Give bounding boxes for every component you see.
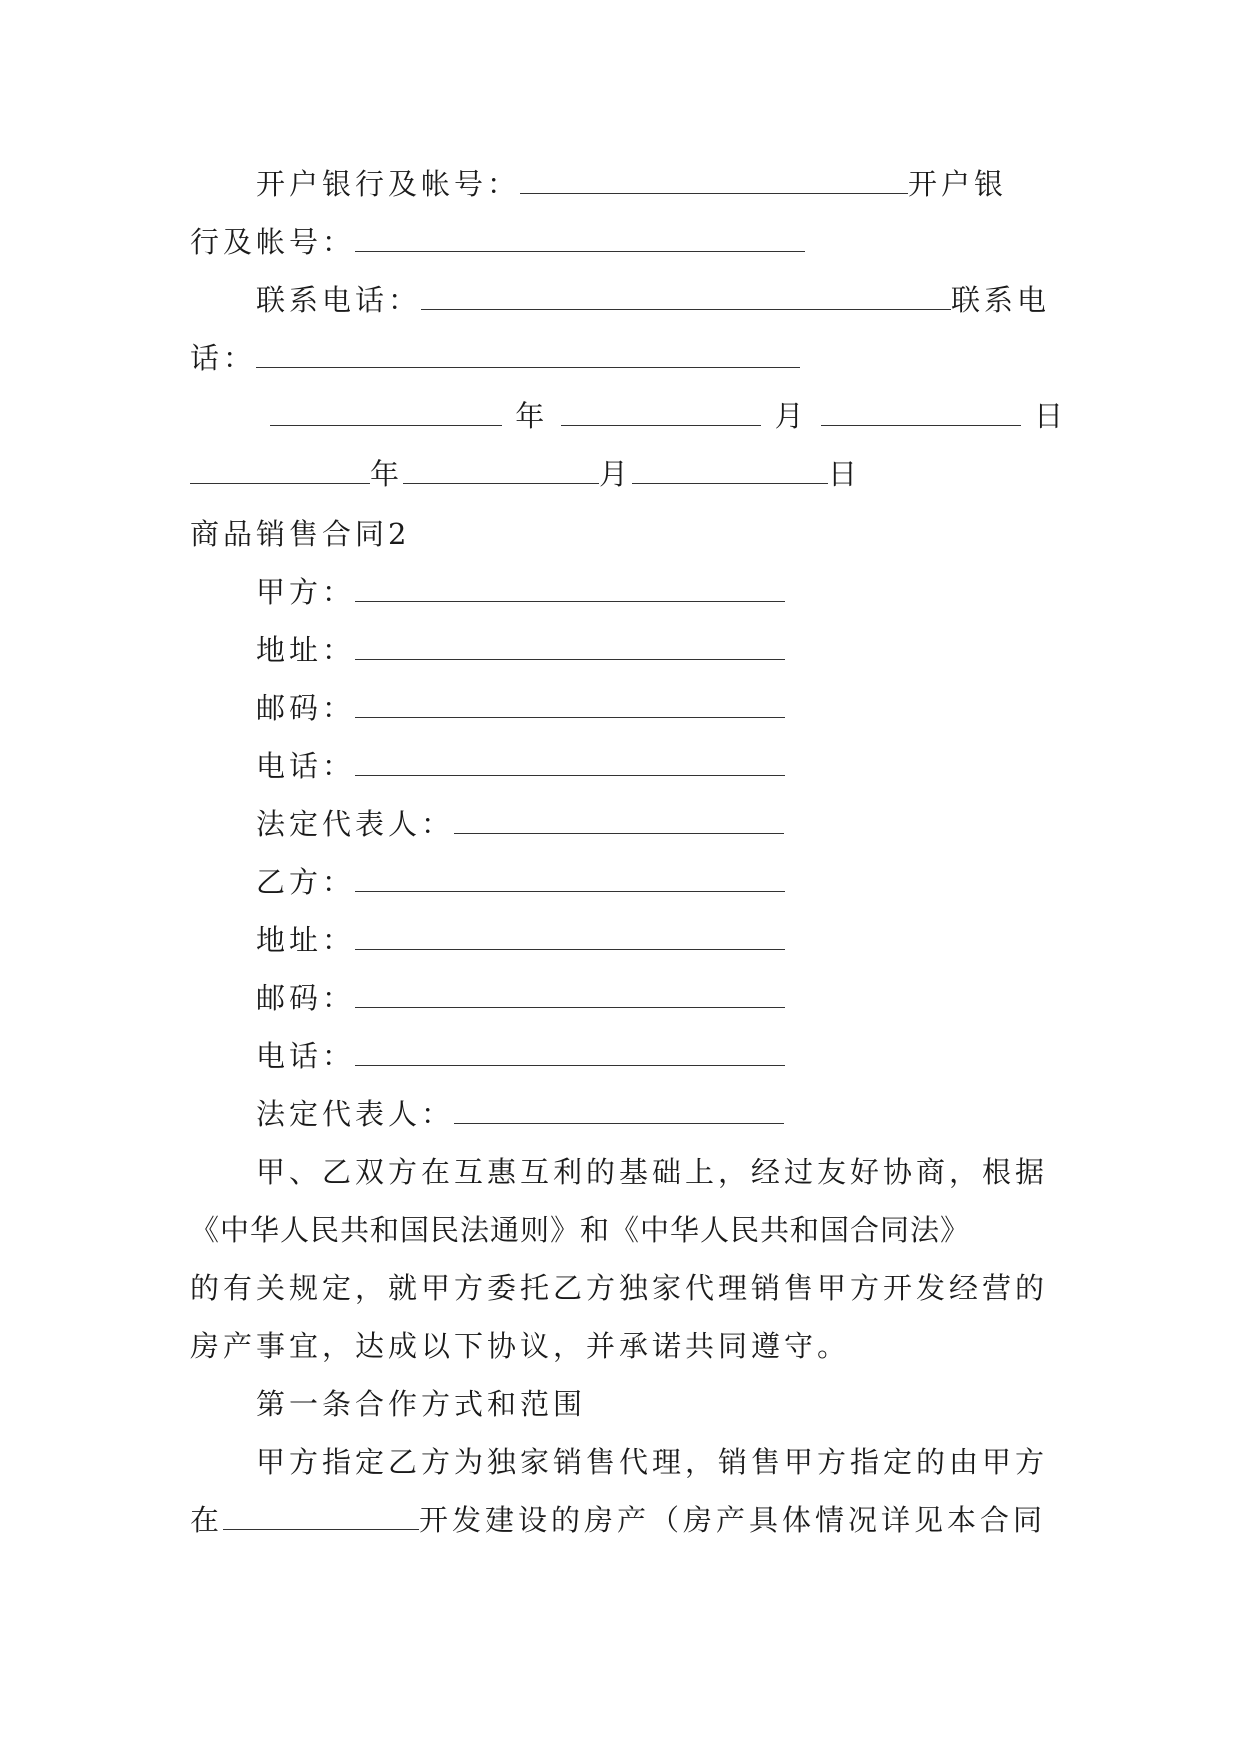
section-title: 商品销售合同2	[190, 517, 411, 551]
party-a-address-blank	[355, 634, 785, 660]
date-line-1	[190, 396, 1070, 436]
party-a-blank	[355, 576, 785, 602]
month-blank-1	[561, 400, 761, 426]
party-b-postcode-label: 邮码：	[256, 981, 356, 1015]
contact-phone-line	[190, 280, 1070, 320]
article-1-title: 第一条合作方式和范围	[256, 1387, 587, 1421]
party-b-postcode-line	[190, 978, 1070, 1018]
party-a-legal-rep-blank	[454, 808, 784, 834]
party-a-legal-rep-line	[190, 804, 1070, 844]
party-b-phone-blank	[355, 1040, 785, 1066]
year-blank-1	[270, 400, 502, 426]
year-blank-2	[190, 458, 370, 484]
article-1-body-line-1: 甲方指定乙方为独家销售代理，销售甲方指定的由甲方	[256, 1445, 1049, 1479]
day-label-1: 日	[1034, 399, 1068, 433]
party-a-line	[190, 572, 1070, 612]
party-b-phone-line	[190, 1036, 1070, 1076]
party-a-phone-blank	[355, 750, 785, 776]
party-a-postcode-blank	[355, 692, 785, 718]
bank-account-line	[190, 164, 1070, 204]
day-blank-2	[632, 458, 828, 484]
bank-account-label: 开户银行及帐号：	[256, 167, 521, 201]
intro-paragraph-line-3: 的有关规定，就甲方委托乙方独家代理销售甲方开发经营的	[190, 1271, 1049, 1305]
party-b-label: 乙方：	[256, 865, 356, 899]
article-1-body-prefix: 在	[190, 1503, 224, 1537]
party-a-phone-label: 电话：	[256, 749, 356, 783]
contact-phone-label: 联系电话：	[256, 283, 422, 317]
contact-phone-line-2	[190, 338, 1070, 378]
party-a-address-line	[190, 630, 1070, 670]
party-b-line	[190, 862, 1070, 902]
party-b-legal-rep-line	[190, 1094, 1070, 1134]
bank-account-blank-2	[355, 226, 805, 252]
bank-account-label-2a: 开户银	[908, 167, 1008, 201]
party-b-legal-rep-blank	[454, 1098, 784, 1124]
intro-paragraph-line-1: 甲、乙双方在互惠互利的基础上，经过友好协商，根据	[256, 1155, 1049, 1189]
party-b-postcode-blank	[355, 982, 785, 1008]
month-label-2: 月	[599, 457, 633, 491]
party-a-address-label: 地址：	[256, 633, 356, 667]
party-b-phone-label: 电话：	[256, 1039, 356, 1073]
month-blank-2	[403, 458, 599, 484]
bank-account-line-2	[190, 222, 1070, 262]
party-b-address-blank	[355, 924, 785, 950]
party-a-postcode-line	[190, 688, 1070, 728]
party-a-legal-rep-label: 法定代表人：	[256, 807, 455, 841]
contact-phone-blank-2	[256, 342, 800, 368]
year-label-1: 年	[515, 399, 549, 433]
party-b-blank	[355, 866, 785, 892]
date-line-2	[190, 454, 1070, 494]
party-a-postcode-label: 邮码：	[256, 691, 356, 725]
article-1-location-blank	[223, 1504, 419, 1530]
article-1-body-line-2	[190, 1500, 1070, 1540]
contact-phone-blank	[421, 284, 951, 310]
year-label-2: 年	[370, 457, 404, 491]
party-b-address-label: 地址：	[256, 923, 356, 957]
bank-account-label-2b: 行及帐号：	[190, 225, 356, 259]
party-b-address-line	[190, 920, 1070, 960]
intro-paragraph-line-2: 《中华人民共和国民法通则》和《中华人民共和国合同法》	[190, 1213, 971, 1247]
day-blank-1	[821, 400, 1021, 426]
article-1-body-suffix: 开发建设的房产（房产具体情况详见本合同	[419, 1503, 1047, 1537]
month-label-1: 月	[774, 399, 808, 433]
party-a-label: 甲方：	[256, 575, 356, 609]
party-b-legal-rep-label: 法定代表人：	[256, 1097, 455, 1131]
contact-phone-label-2b: 话：	[190, 341, 257, 375]
day-label-2: 日	[828, 457, 862, 491]
contact-phone-label-2a: 联系电	[951, 283, 1051, 317]
party-a-phone-line	[190, 746, 1070, 786]
intro-paragraph-line-4: 房产事宜，达成以下协议，并承诺共同遵守。	[190, 1329, 851, 1363]
bank-account-blank	[520, 168, 908, 194]
